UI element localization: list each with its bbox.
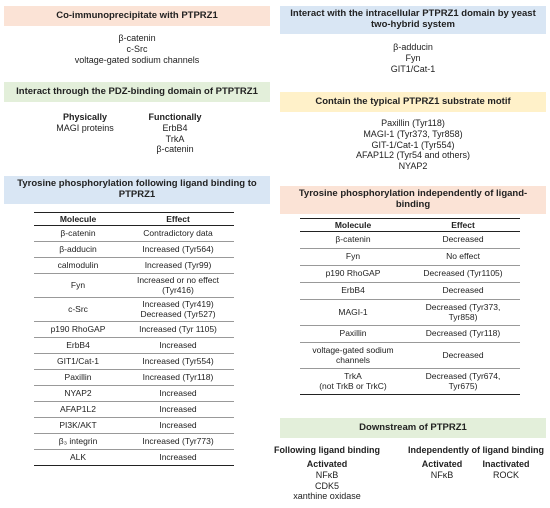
table-row bbox=[300, 249, 520, 266]
list-item: Paxillin (Tyr118) bbox=[381, 118, 445, 128]
list-item: voltage-gated sodium channels bbox=[74, 54, 200, 65]
ligand-title-line1: Tyrosine phosphorylation following ligand binding to bbox=[17, 178, 257, 190]
list-item: TrkA bbox=[165, 133, 185, 144]
table-row bbox=[300, 326, 520, 343]
list-item: β-adducin bbox=[393, 42, 433, 52]
effect-cell: Increased bbox=[122, 402, 234, 418]
motif-list bbox=[280, 118, 546, 172]
effect-cell: Increased (Tyr564) bbox=[122, 242, 234, 258]
pdz-physically bbox=[40, 112, 130, 134]
list-item: ErbB4 bbox=[162, 122, 188, 133]
list-item: GIT-1/Cat-1 (Tyr554) bbox=[371, 139, 455, 150]
effect-cell: Decreased bbox=[406, 283, 520, 300]
pdz-functionally-label: Functionally bbox=[148, 112, 202, 122]
effect-line: Increased (Tyr419) bbox=[142, 298, 214, 309]
molecule-cell: PI3K/AKT bbox=[34, 418, 122, 434]
table-row bbox=[34, 226, 234, 242]
column-header-effect: Effect bbox=[406, 219, 520, 232]
ligand-title-line2: PTPRZ1 bbox=[118, 189, 156, 200]
column-header-molecule: Molecule bbox=[300, 219, 406, 232]
ligand-table bbox=[34, 212, 234, 466]
effect-line: (Tyr416) bbox=[162, 284, 194, 295]
effect-cell bbox=[122, 274, 234, 298]
list-item: GIT1/Cat-1 bbox=[390, 63, 436, 74]
table-row bbox=[34, 450, 234, 466]
indep-title-line2: binding bbox=[395, 199, 431, 210]
effect-cell: Contradictory data bbox=[122, 226, 234, 242]
list-item: NYAP2 bbox=[398, 161, 428, 172]
list-item: MAGI-1 (Tyr373, Tyr858) bbox=[363, 128, 463, 139]
inactivated-label: Inactivated bbox=[482, 459, 530, 469]
molecule-cell: Paxillin bbox=[34, 370, 122, 386]
effect-cell bbox=[406, 369, 520, 395]
table-row bbox=[34, 418, 234, 434]
molecule-cell: ErbB4 bbox=[34, 338, 122, 354]
yeast-title-line2: two-hybrid system bbox=[371, 19, 455, 30]
molecule-cell: Fyn bbox=[34, 274, 122, 298]
pdz-physically-label: Physically bbox=[62, 112, 108, 122]
list-item: CDK5 bbox=[314, 480, 339, 491]
indep-activated bbox=[412, 459, 472, 481]
molecule-cell: Paxillin bbox=[300, 326, 406, 343]
molecule-cell bbox=[300, 343, 406, 369]
molecule-line: channels bbox=[335, 354, 371, 365]
effect-cell: Decreased bbox=[406, 232, 520, 249]
table-row bbox=[34, 370, 234, 386]
indep-table bbox=[300, 218, 520, 395]
molecule-line: TrkA bbox=[344, 370, 362, 381]
table-row bbox=[34, 258, 234, 274]
molecule-cell: β-catenin bbox=[34, 226, 122, 242]
pdz-header bbox=[4, 82, 270, 102]
table-row bbox=[34, 274, 234, 298]
coip-header bbox=[4, 6, 270, 26]
list-item: β-catenin bbox=[118, 33, 156, 43]
list-item: NFκB bbox=[315, 469, 339, 480]
yeast-title-line1: Interact with the intracellular PTPRZ1 domain by yeast bbox=[290, 8, 536, 20]
downstream-independently-label: Independently of ligand binding bbox=[408, 445, 544, 455]
activated-label: Activated bbox=[306, 459, 348, 469]
ligand-table-header bbox=[4, 176, 270, 204]
column-header-molecule: Molecule bbox=[34, 213, 122, 226]
effect-cell: Decreased (Tyr118) bbox=[406, 326, 520, 343]
list-item: c-Src bbox=[126, 43, 148, 54]
indep-table-header bbox=[280, 186, 546, 214]
list-item: MAGI proteins bbox=[56, 122, 114, 133]
molecule-cell: ErbB4 bbox=[300, 283, 406, 300]
pdz-title: Interact through the PDZ-binding domain of PTPTRZ1 bbox=[16, 85, 258, 97]
effect-line: Decreased (Tyr674, bbox=[425, 370, 501, 381]
molecule-cell: p190 RhoGAP bbox=[34, 322, 122, 338]
coip-list bbox=[4, 33, 270, 65]
effect-cell: Decreased bbox=[406, 343, 520, 369]
molecule-line: voltage-gated sodium bbox=[312, 344, 394, 355]
table-row bbox=[300, 283, 520, 300]
table-row bbox=[300, 266, 520, 283]
table-row bbox=[34, 402, 234, 418]
table-row bbox=[34, 322, 234, 338]
molecule-cell: c-Src bbox=[34, 298, 122, 322]
pdz-functionally bbox=[130, 112, 220, 155]
yeast-header bbox=[280, 6, 546, 34]
effect-cell: Increased (Tyr118) bbox=[122, 370, 234, 386]
effect-cell: Increased (Tyr554) bbox=[122, 354, 234, 370]
table-row bbox=[34, 386, 234, 402]
effect-line: Decreased (Tyr373, bbox=[425, 301, 501, 312]
list-item: ROCK bbox=[492, 469, 519, 480]
molecule-cell bbox=[300, 369, 406, 395]
molecule-cell: ALK bbox=[34, 450, 122, 466]
motif-header bbox=[280, 92, 546, 112]
table-row bbox=[300, 232, 520, 249]
molecule-cell: β-adducin bbox=[34, 242, 122, 258]
effect-line: Tyr675) bbox=[448, 380, 478, 391]
effect-cell: Increased bbox=[122, 386, 234, 402]
list-item: AFAP1L2 (Tyr54 and others) bbox=[355, 150, 471, 161]
molecule-cell: MAGI-1 bbox=[300, 300, 406, 326]
motif-title: Contain the typical PTPRZ1 substrate motif bbox=[315, 95, 511, 107]
effect-cell: Increased (Tyr773) bbox=[122, 434, 234, 450]
effect-cell: No effect bbox=[406, 249, 520, 266]
molecule-cell: GIT1/Cat-1 bbox=[34, 354, 122, 370]
indep-inactivated bbox=[474, 459, 538, 481]
downstream-title: Downstream of PTPRZ1 bbox=[359, 421, 467, 433]
effect-cell: Increased bbox=[122, 338, 234, 354]
table-row bbox=[34, 242, 234, 258]
coip-title: Co-immunoprecipitate with PTPRZ1 bbox=[56, 9, 218, 21]
effect-line: Increased or no effect bbox=[136, 274, 220, 285]
activated-label: Activated bbox=[421, 459, 463, 469]
effect-cell: Increased bbox=[122, 418, 234, 434]
effect-cell: Increased (Tyr99) bbox=[122, 258, 234, 274]
column-header-effect: Effect bbox=[122, 213, 234, 226]
table-row bbox=[300, 300, 520, 326]
following-activated bbox=[292, 459, 362, 502]
table-row bbox=[34, 434, 234, 450]
indep-title-line1: Tyrosine phosphorylation independently of ligand- bbox=[298, 188, 528, 200]
yeast-list bbox=[280, 42, 546, 74]
effect-line: Decreased (Tyr527) bbox=[140, 308, 216, 319]
table-row bbox=[34, 354, 234, 370]
list-item: β-catenin bbox=[156, 144, 194, 155]
downstream-header bbox=[280, 418, 546, 438]
list-item: xanthine oxidase bbox=[293, 491, 361, 502]
table-row bbox=[34, 338, 234, 354]
list-item: NFκB bbox=[430, 469, 454, 480]
table-row bbox=[300, 369, 520, 395]
effect-cell: Increased (Tyr 1105) bbox=[122, 322, 234, 338]
molecule-cell: NYAP2 bbox=[34, 386, 122, 402]
molecule-cell: p190 RhoGAP bbox=[300, 266, 406, 283]
effect-cell bbox=[406, 300, 520, 326]
effect-cell: Decreased (Tyr1105) bbox=[406, 266, 520, 283]
effect-cell bbox=[122, 298, 234, 322]
effect-line: Tyr858) bbox=[448, 311, 478, 322]
table-row bbox=[300, 343, 520, 369]
table-row bbox=[34, 298, 234, 322]
molecule-cell: calmodulin bbox=[34, 258, 122, 274]
molecule-line: (not TrkB or TrkC) bbox=[319, 380, 387, 391]
molecule-cell: β-catenin bbox=[300, 232, 406, 249]
molecule-cell: AFAP1L2 bbox=[34, 402, 122, 418]
effect-cell: Increased bbox=[122, 450, 234, 466]
list-item: Fyn bbox=[405, 52, 421, 63]
molecule-cell: β₃ integrin bbox=[34, 434, 122, 450]
molecule-cell: Fyn bbox=[300, 249, 406, 266]
downstream-following-label: Following ligand binding bbox=[274, 445, 380, 455]
